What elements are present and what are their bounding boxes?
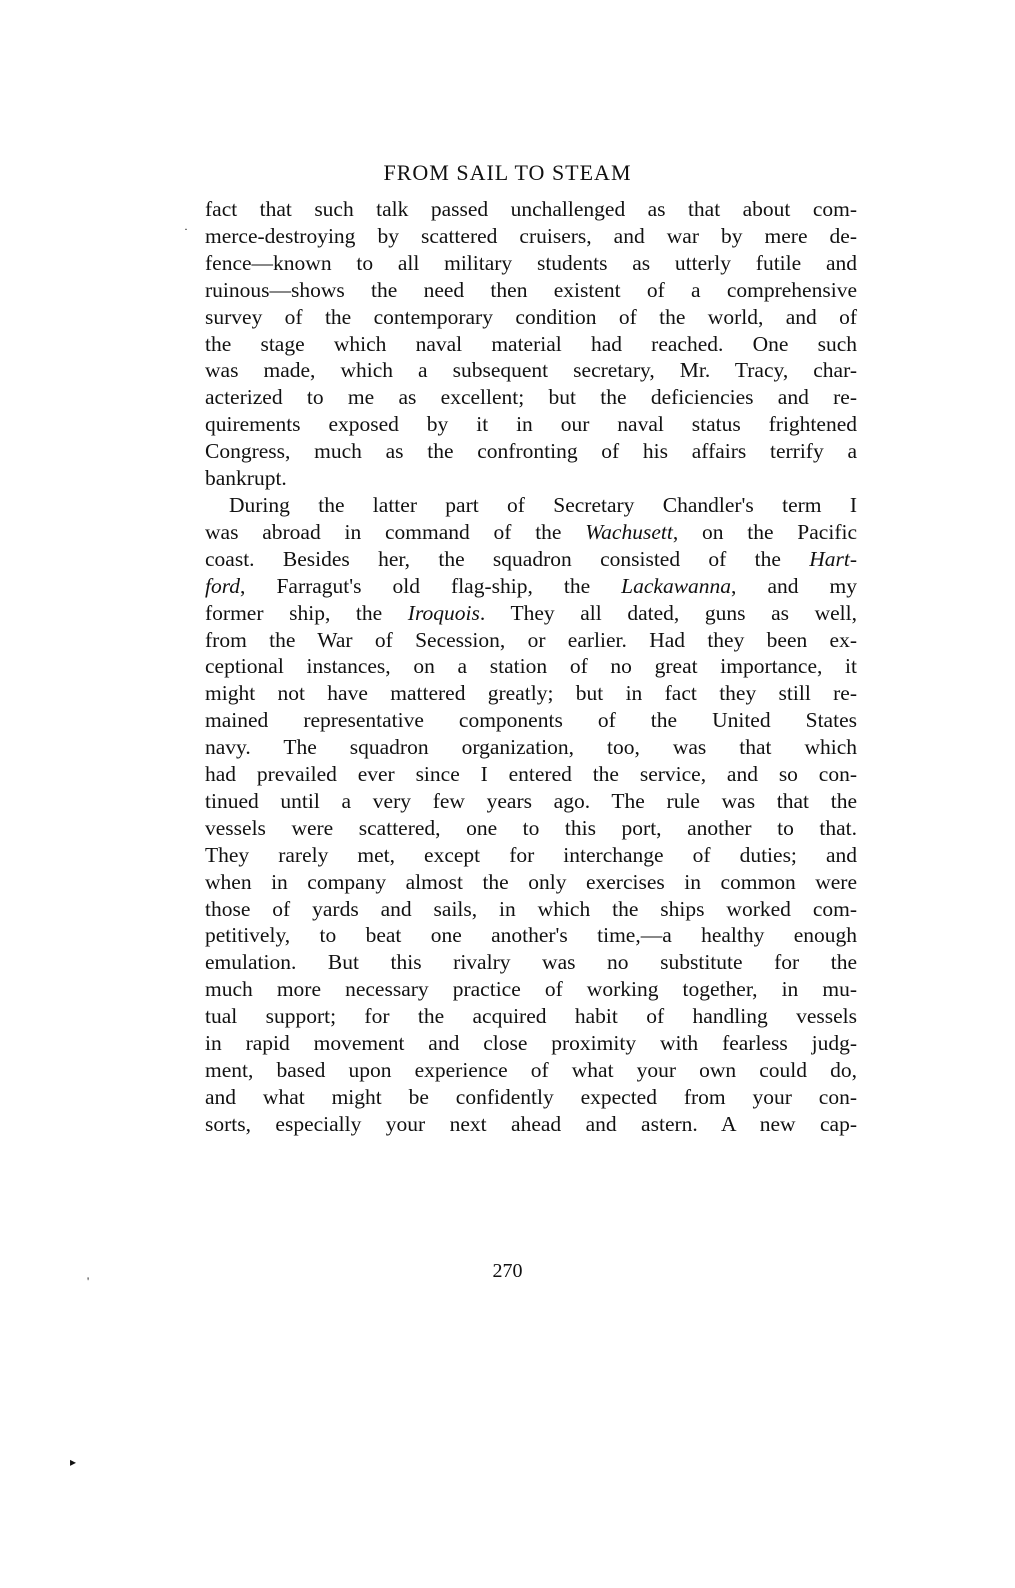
text-line: in rapid movement and close proximity with fearless judg- bbox=[205, 1031, 857, 1056]
ship-name: Lackawanna bbox=[621, 573, 732, 598]
text-line: ford, Farragut's old flag-ship, the Lackawanna, and my bbox=[205, 573, 857, 598]
text-line: much more necessary practice of working together, in mu- bbox=[205, 977, 857, 1002]
ship-name: Hart- bbox=[809, 546, 857, 571]
text-line: They rarely met, except for interchange of duties; and bbox=[205, 842, 857, 867]
text-line: might not have mattered greatly; but in fact they still re- bbox=[205, 681, 857, 706]
text-line: quirements exposed by it in our naval status frightened bbox=[205, 412, 857, 437]
text-line: and what might be confidently expected from your con- bbox=[205, 1084, 857, 1109]
text-line: ment, based upon experience of what your own could do, bbox=[205, 1058, 857, 1082]
ship-name: ford bbox=[205, 573, 241, 598]
text-line: bankrupt. bbox=[205, 466, 287, 491]
text-line: the stage which naval material had reached. One such bbox=[205, 331, 857, 356]
text-line: petitively, to beat one another's time,—a healthy enough bbox=[205, 923, 857, 948]
margin-tick-mark: ' bbox=[87, 1274, 90, 1288]
text-line: merce-destroying by scattered cruisers, and war by mere de- bbox=[205, 223, 857, 248]
text-line: survey of the contemporary condition of the world, and of bbox=[205, 304, 857, 329]
text-line: mained representative components of the United States bbox=[205, 708, 857, 733]
text-line: was made, which a subsequent secretary, Mr. Tracy, char- bbox=[205, 358, 857, 383]
text-line: coast. Besides her, the squadron consisted of the Hart- bbox=[205, 546, 857, 571]
text-line: had prevailed ever since I entered the service, and so con- bbox=[205, 762, 857, 787]
page-number: 270 bbox=[492, 1260, 523, 1282]
ship-name: Iroquois bbox=[407, 600, 480, 625]
text-line: ruinous—shows the need then existent of a comprehensive bbox=[205, 277, 857, 302]
text-line: acterized to me as excellent; but the deficiencies and re- bbox=[205, 385, 857, 410]
text-line: tual support; for the acquired habit of handling vessels bbox=[205, 1004, 857, 1029]
text-line: vessels were scattered, one to this port, another to that. bbox=[205, 815, 857, 840]
text-line: fact that such talk passed unchallenged as that about com- bbox=[205, 197, 857, 221]
text-line: During the latter part of Secretary Chandler's term I bbox=[229, 492, 857, 517]
text-line: tinued until a very few years ago. The rule was that the bbox=[205, 788, 857, 813]
text-line: Congress, much as the confronting of his affairs terrify a bbox=[205, 439, 857, 464]
text-line: ceptional instances, on a station of no great importance, it bbox=[205, 654, 857, 679]
text-line: those of yards and sails, in which the ships worked com- bbox=[205, 896, 857, 921]
margin-arrow-mark: ▸ bbox=[70, 1455, 77, 1469]
ship-name: Wachusett bbox=[585, 519, 673, 544]
text-line: when in company almost the only exercises in common were bbox=[205, 869, 857, 894]
text-line: former ship, the Iroquois. They all dated, guns as well, bbox=[205, 600, 857, 625]
text-line: navy. The squadron organization, too, was that which bbox=[205, 735, 857, 760]
body-text bbox=[205, 196, 857, 1138]
text-line: was abroad in command of the Wachusett, on the Pacific bbox=[205, 519, 857, 544]
text-line: sorts, especially your next ahead and astern. A new cap- bbox=[205, 1111, 857, 1136]
text-line: fence—known to all military students as utterly futile and bbox=[205, 250, 857, 275]
margin-dot-mark: · bbox=[184, 222, 188, 236]
text-line: from the War of Secession, or earlier. Had they been ex- bbox=[205, 627, 857, 652]
text-line: emulation. But this rivalry was no substitute for the bbox=[205, 950, 857, 975]
running-head: FROM SAIL TO STEAM bbox=[383, 160, 632, 185]
